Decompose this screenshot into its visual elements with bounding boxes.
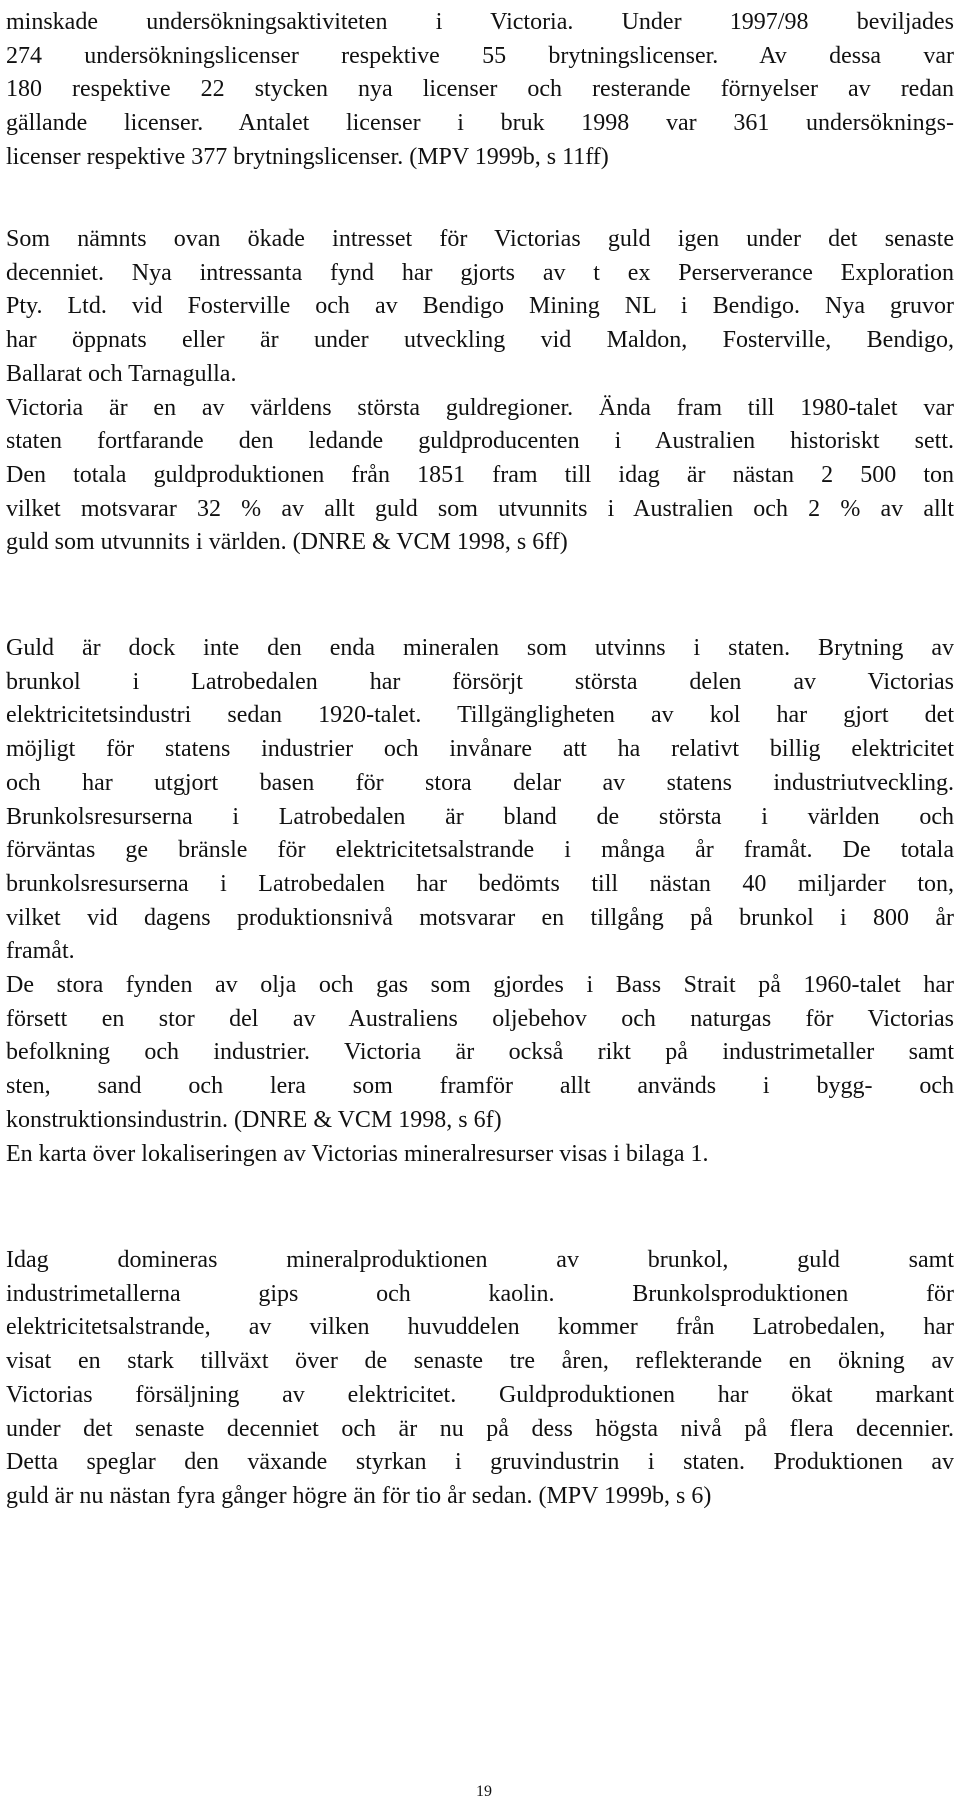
text-line: vilket motsvarar 32 % av allt guld som utvunnits i Australien och 2 % av allt [6,495,954,522]
paragraph-coal [6,632,954,1171]
text-line: Pty. Ltd. vid Fosterville och av Bendigo Mining NL i Bendigo. Nya gruvor [6,293,954,320]
text-line: Idag domineras mineralproduktionen av brunkol, guld samt [6,1247,954,1273]
text-line: och har utgjort basen för stora delar av statens industriutveckling. [6,769,954,796]
text-line: gällande licenser. Antalet licenser i bruk 1998 var 361 undersöknings- [6,110,954,137]
text-line: framåt. [6,938,75,965]
text-line: Brunkolsresurserna i Latrobedalen är bland de största i världen och [6,803,954,830]
text-line: visat en stark tillväxt över de senaste tre åren, reflekterande en ökning av [6,1348,954,1375]
text-line: brunkol i Latrobedalen har försörjt största delen av Victorias [6,668,954,695]
text-line: Ballarat och Tarnagulla. [6,360,237,387]
text-line: Guld är dock inte den enda mineralen som utvinns i staten. Brytning av [6,635,954,661]
text-line: De stora fynden av olja och gas som gjordes i Bass Strait på 1960-talet har [6,972,954,999]
text-line: befolkning och industrier. Victoria är också rikt på industrimetaller samt [6,1039,954,1066]
text-line: har öppnats eller är under utveckling vid Maldon, Fosterville, Bendigo, [6,327,954,354]
text-line: under det senaste decenniet och är nu på dess högsta nivå på flera decennier. [6,1415,954,1442]
text-line: Den totala guldproduktionen från 1851 fram till idag är nästan 2 500 ton [6,461,954,488]
text-line: staten fortfarande den ledande guldproducenten i Australien historiskt sett. [6,428,954,455]
text-line: Victoria är en av världens största guldregioner. Ända fram till 1980-talet var [6,394,954,421]
text-line: sten, sand och lera som framför allt används i bygg- och [6,1073,954,1100]
paragraph-gold [6,223,954,560]
text-line: vilket vid dagens produktionsnivå motsvarar en tillgång på brunkol i 800 år [6,904,954,931]
paragraph-licenses [6,6,954,175]
text-line: En karta över lokaliseringen av Victorias mineralresurser visas i bilaga 1. [6,1140,709,1167]
text-line: 180 respektive 22 stycken nya licenser och resterande förnyelser av redan [6,76,954,103]
text-line: Som nämnts ovan ökade intresset för Victorias guld igen under det senaste [6,226,954,252]
text-line: förväntas ge bränsle för elektricitetsalstrande i många år framåt. De totala [6,837,954,864]
text-line: möjligt för statens industrier och invånare att ha relativt billig elektricitet [6,736,954,763]
text-line: industrimetallerna gips och kaolin. Brunkolsproduktionen för [6,1280,954,1307]
text-line: minskade undersökningsaktiviteten i Victoria. Under 1997/98 beviljades [6,9,954,35]
text-line: decenniet. Nya intressanta fynd har gjorts av t ex Perserverance Exploration [6,259,954,286]
text-line: brunkolsresurserna i Latrobedalen har bedömts till nästan 40 miljarder ton, [6,870,954,897]
text-line: försett en stor del av Australiens oljebehov och naturgas för Victorias [6,1005,954,1032]
text-line: guld är nu nästan fyra gånger högre än för tio år sedan. (MPV 1999b, s 6) [6,1482,712,1509]
text-line: Victorias försäljning av elektricitet. Guldproduktionen har ökat markant [6,1381,954,1408]
text-line: Detta speglar den växande styrkan i gruvindustrin i staten. Produktionen av [6,1449,954,1476]
page-number: 19 [476,1783,492,1800]
paragraph-production [6,1244,954,1514]
text-line: konstruktionsindustrin. (DNRE & VCM 1998, s 6f) [6,1106,502,1133]
text-line: 274 undersökningslicenser respektive 55 brytningslicenser. Av dessa var [6,42,954,69]
text-line: elektricitetsindustri sedan 1920-talet. Tillgängligheten av kol har gjort det [6,702,954,729]
text-line: elektricitetsalstrande, av vilken huvuddelen kommer från Latrobedalen, har [6,1314,954,1341]
text-line: guld som utvunnits i världen. (DNRE & VCM 1998, s 6ff) [6,529,568,556]
text-line: licenser respektive 377 brytningslicenser. (MPV 1999b, s 11ff) [6,143,609,170]
